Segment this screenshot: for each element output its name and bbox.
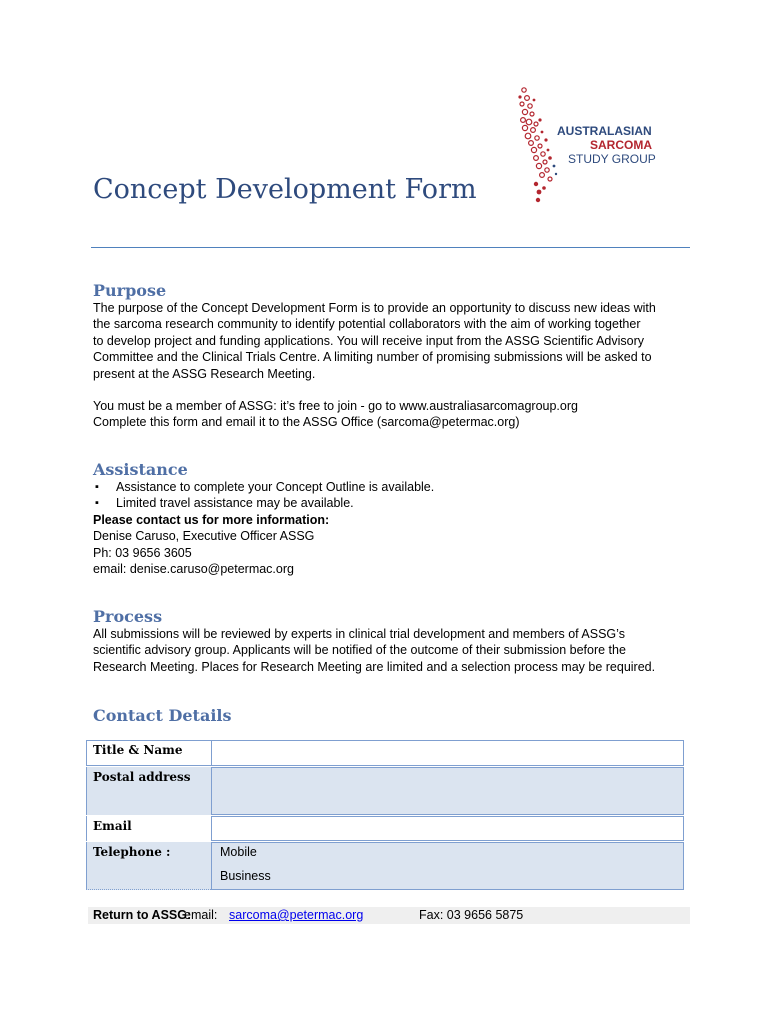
email-field[interactable]	[211, 816, 684, 841]
page-title: Concept Development Form	[93, 174, 477, 205]
contact-us-heading: Please contact us for more information:	[93, 512, 330, 527]
submission-email-line: Complete this form and email it to the ASSG Office (sarcoma@petermac.org)	[93, 415, 520, 430]
purpose-line: The purpose of the Concept Development Form is to provide an opportunity to discuss new ideas with	[93, 301, 656, 315]
email-label: Email	[93, 819, 132, 833]
return-email-prefix: email:	[184, 908, 218, 922]
purpose-line: the sarcoma research community to identify potential collaborators with the aim of working together	[93, 317, 641, 332]
return-email-link[interactable]: sarcoma@petermac.org	[229, 908, 364, 922]
process-line: Research Meeting. Places for Research Meeting are limited and a selection process may be required.	[93, 659, 656, 674]
purpose-paragraph	[93, 300, 693, 382]
row-title-name	[86, 740, 684, 766]
process-heading: Process	[93, 607, 163, 626]
purpose-heading: Purpose	[93, 281, 167, 300]
contact-phone: Ph: 03 9656 3605	[93, 545, 192, 560]
logo-line-1: AUSTRALASIAN	[557, 124, 652, 138]
return-label: Return to ASSG:	[93, 908, 192, 922]
logo-line-3: STUDY GROUP	[568, 152, 656, 166]
contact-details-heading: Contact Details	[93, 706, 232, 725]
return-fax: Fax: 03 9656 5875	[419, 908, 524, 922]
assistance-bullet: ▪ Assistance to complete your Concept Outline is available.	[93, 479, 693, 495]
membership-line: You must be a member of ASSG: it’s free to join - go to www.australiasarcomagroup.org	[93, 399, 578, 413]
purpose-line: present at the ASSG Research Meeting.	[93, 366, 316, 381]
postal-address-label: Postal address	[93, 770, 191, 784]
logo-line-2: SARCOMA	[590, 138, 652, 152]
sarcoma-dots-logo-icon	[512, 80, 562, 210]
title-name-label: Title & Name	[93, 743, 183, 757]
contact-email: email: denise.caruso@petermac.org	[93, 562, 294, 577]
title-name-field[interactable]	[211, 740, 684, 766]
assistance-section	[93, 479, 693, 577]
membership-paragraph	[93, 398, 693, 431]
assistance-heading: Assistance	[93, 460, 188, 479]
process-line: All submissions will be reviewed by experts in clinical trial development and members of ASSG’s	[93, 627, 625, 641]
row-email	[86, 816, 684, 841]
telephone-field[interactable]	[211, 842, 684, 890]
row-telephone	[86, 842, 684, 890]
title-divider	[91, 247, 690, 248]
process-line: scientific advisory group. Applicants will be notified of the outcome of their submission before the	[93, 643, 626, 658]
assistance-bullet: ▪ Limited travel assistance may be available.	[93, 495, 693, 511]
return-to-assg-bar	[88, 907, 690, 924]
purpose-line: to develop project and funding applications. You will receive input from the ASSG Scientific Advisory	[93, 333, 645, 348]
assg-logo	[512, 80, 672, 210]
contact-name: Denise Caruso, Executive Officer ASSG	[93, 529, 315, 544]
row-postal-address	[86, 767, 684, 815]
assistance-bullet-list	[93, 479, 693, 512]
business-label: Business	[220, 869, 271, 883]
purpose-line: Committee and the Clinical Trials Centre. A limiting number of promising submissions will be asked to	[93, 350, 652, 365]
process-paragraph	[93, 626, 693, 675]
mobile-label: Mobile	[220, 845, 257, 859]
postal-address-field[interactable]	[211, 767, 684, 815]
telephone-label: Telephone :	[93, 845, 171, 859]
